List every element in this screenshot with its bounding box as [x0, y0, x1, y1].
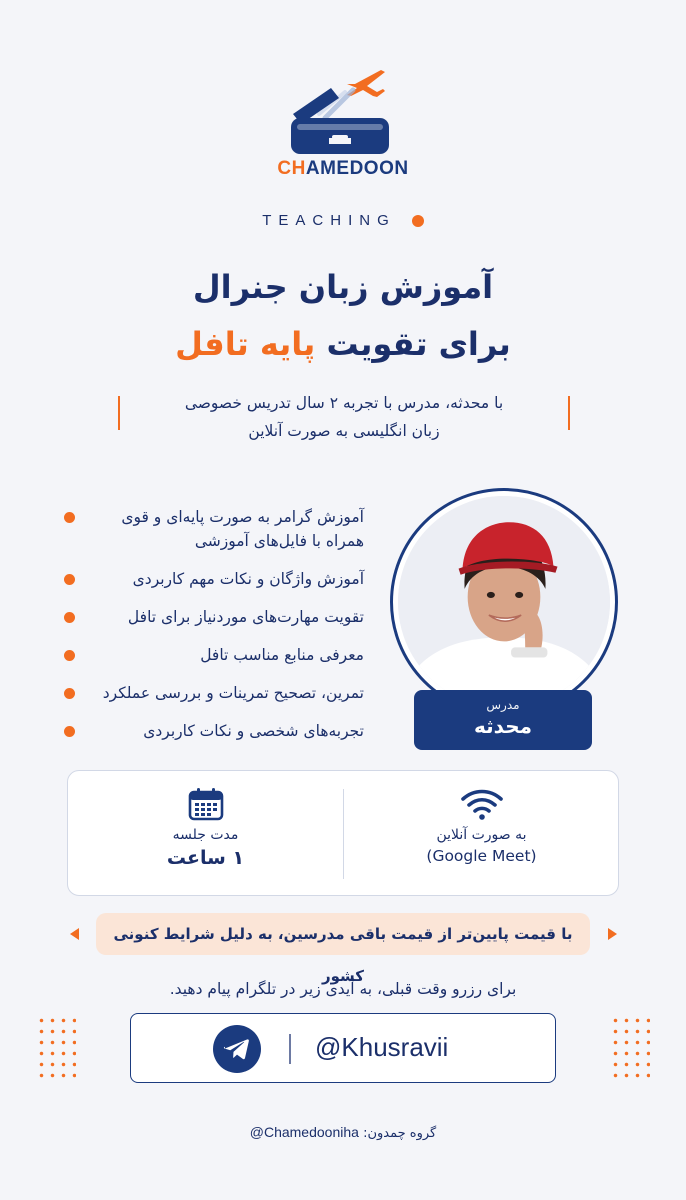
intro-line-1: با محدثه، مدرس با تجربه ۲ سال تدریس خصوصی: [184, 394, 504, 412]
duration-label: مدت جلسه: [172, 827, 239, 843]
feature-list: [64, 505, 364, 757]
bullet-dot: [64, 650, 75, 661]
intro-line-2: زبان انگلیسی به صورت آنلاین: [248, 422, 440, 440]
feature-text: تمرین، تصحیح تمرینات و بررسی عملکرد: [102, 684, 364, 702]
decorative-dots-left: [36, 1015, 76, 1079]
telegram-divider: [289, 1034, 291, 1064]
brand-wordmark-ch: CH: [277, 158, 306, 179]
headline-line-2: [0, 325, 686, 363]
teacher-role: مدرس: [486, 698, 520, 712]
bullet-dot: [64, 688, 75, 699]
bullet-dot: [64, 574, 75, 585]
footer: [0, 1124, 686, 1141]
wifi-icon: [460, 787, 504, 821]
triangle-left-icon: [70, 928, 79, 940]
mode-label: به صورت آنلاین: [436, 827, 527, 843]
headline-line-2-text: برای تقویت: [326, 325, 511, 363]
session-info-box: [67, 770, 619, 896]
footer-label: گروه چمدون:: [363, 1126, 437, 1141]
feature-item: [64, 681, 364, 705]
telegram-handle[interactable]: @Khusravii: [315, 1032, 449, 1062]
headline-highlight: پایه تافل: [175, 325, 316, 363]
feature-text: معرفی منابع مناسب تافل: [200, 646, 364, 664]
brand-logo-mark: [285, 62, 395, 162]
teacher-photo: [398, 496, 610, 708]
bullet-dot: [64, 726, 75, 737]
category-label: TEACHING: [262, 212, 396, 229]
brand-wordmark-rest: AMEDOON: [305, 158, 409, 179]
bullet-dot: [64, 512, 75, 523]
session-mode: [344, 771, 619, 895]
telegram-icon: [213, 1025, 261, 1073]
footer-handle[interactable]: @Chamedooniha: [249, 1124, 359, 1140]
feature-item: [64, 567, 364, 591]
feature-text: تقویت مهارت‌های موردنیاز برای تافل: [127, 608, 364, 626]
price-note: با قیمت پایین‌تر از قیمت باقی مدرسین، به دلیل شرایط کنونی کشور: [96, 913, 590, 955]
teacher-photo-frame: [390, 488, 618, 716]
headline-line-1: آموزش زبان جنرال: [192, 268, 494, 306]
session-duration: [68, 771, 343, 895]
decorative-dots-right: [610, 1015, 650, 1079]
feature-item: [64, 605, 364, 629]
calendar-icon: [188, 787, 224, 821]
teacher-card: [414, 690, 592, 750]
feature-text: آموزش گرامر به صورت پایه‌ای و قوی همراه با فایل‌های آموزشی: [121, 508, 364, 550]
feature-item: [64, 643, 364, 667]
booking-note: برای رزرو وقت قبلی، به آیدی زیر در تلگرام پیام دهید.: [169, 980, 517, 998]
feature-text: تجربه‌های شخصی و نکات کاربردی: [143, 722, 364, 740]
category-tag: [0, 212, 686, 229]
triangle-right-icon: [608, 928, 617, 940]
telegram-contact[interactable]: [130, 1013, 556, 1083]
mode-value: (Google Meet): [426, 847, 537, 865]
category-dot: [412, 215, 424, 227]
feature-text: آموزش واژگان و نکات مهم کاربردی: [132, 570, 364, 588]
feature-item: [64, 505, 364, 553]
feature-item: [64, 719, 364, 743]
duration-value: ۱ ساعت: [166, 847, 245, 869]
brand-wordmark: [0, 158, 686, 180]
bullet-dot: [64, 612, 75, 623]
intro-block: [118, 394, 570, 450]
teacher-name: محدثه: [474, 714, 532, 738]
